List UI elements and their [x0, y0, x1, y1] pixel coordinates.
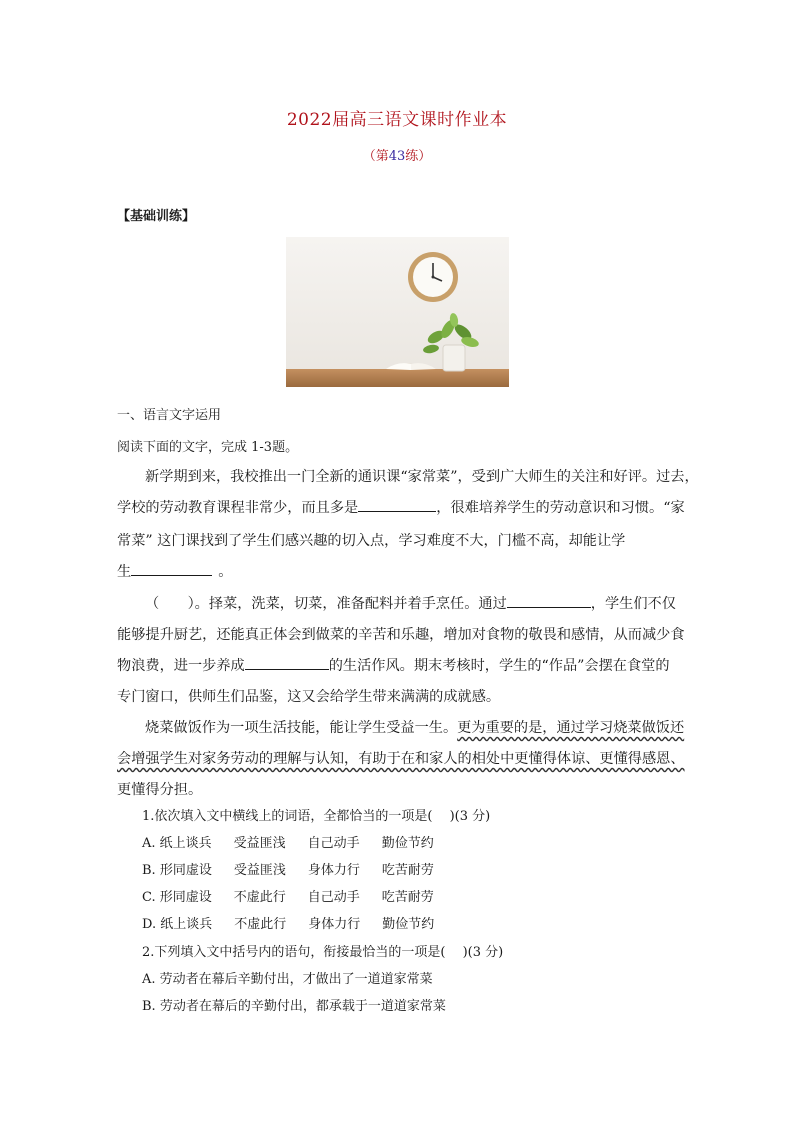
fill-blank-4 — [245, 657, 329, 670]
option-text: B. 形同虚设 — [142, 863, 212, 878]
option-text: 自己动手 — [307, 836, 360, 851]
subtitle-open: （第 — [362, 149, 389, 164]
option-text: A. 纸上谈兵 — [142, 836, 212, 851]
passage-text: 。 — [218, 564, 233, 580]
passage-line — [117, 655, 670, 675]
option-text: B. 劳动者在幕后的辛勤付出，都承载于一道道家常菜 — [142, 999, 446, 1014]
option-text: 身体力行 — [307, 863, 360, 878]
fill-blank-3 — [507, 595, 591, 608]
document-title: 2022届高三语文课时作业本 — [286, 110, 508, 130]
exercise-number — [0, 145, 794, 164]
option-text: 勤俭节约 — [382, 917, 435, 932]
option-text: 勤俭节约 — [381, 836, 434, 851]
passage-line: 常菜” 这门课找到了学生们感兴趣的切入点，学习难度不大，门槛不高，却能让学 — [117, 533, 626, 549]
option-text: 受益匪浅 — [233, 836, 286, 851]
passage-text: 学校的劳动教育课程非常少，而且多是 — [117, 500, 359, 516]
clock-plant-photo — [286, 237, 509, 387]
option-text: C. 形同虚设 — [142, 890, 212, 905]
question-1-stem: 1.依次填入文中横线上的词语，全都恰当的一项是( )(3 分) — [142, 809, 491, 824]
passage-line: 会增强学生对家务劳动的理解与认知，有助于在和家人的相处中更懂得体谅、更懂得感恩、 — [117, 751, 685, 767]
clock-icon — [408, 252, 458, 302]
instruction: 阅读下面的文字，完成 1-3题。 — [117, 440, 299, 455]
part-heading: 一、语言文字运用 — [117, 408, 222, 423]
passage-line: 专门窗口，供师生们品鉴，这又会给学生带来满满的成就感。 — [117, 689, 501, 705]
option-text: 受益匪浅 — [233, 863, 286, 878]
passage-line: 能够提升厨艺，还能真正体会到做菜的辛苦和乐趣，增加对食物的敬畏和感情，从而减少食 — [117, 627, 685, 643]
exercise-num: 43 — [388, 149, 406, 164]
section-heading: 【基础训练】 — [117, 209, 196, 224]
passage-text: （ ）。择菜，洗菜，切菜，准备配料并着手烹任。通过 — [145, 596, 507, 612]
fill-blank-2 — [131, 563, 212, 576]
passage-line — [145, 593, 676, 613]
passage-text: ，学生们不仅 — [590, 596, 676, 612]
option-text: A. 劳动者在幕后辛勤付出，才做出了一道道家常菜 — [142, 972, 433, 987]
question-2-stem: 2.下列填入文中括号内的语句，衔接最恰当的一项是( )(3 分) — [142, 945, 504, 960]
option-text: 不虚此行 — [233, 890, 286, 905]
passage-line — [117, 561, 232, 581]
passage-text: 物浪费，进一步养成 — [117, 658, 245, 674]
fill-blank-1 — [358, 499, 436, 512]
option-text: 身体力行 — [308, 917, 361, 932]
question-1-option-b[interactable] — [142, 859, 434, 878]
option-text: 自己动手 — [307, 890, 360, 905]
passage-text: 的生活作风。期末考核时，学生的“作品”会摆在食堂的 — [328, 658, 670, 674]
wavy-underlined-text: 更为重要的是，通过学习烧菜做饭还 — [457, 720, 685, 736]
question-1-option-c[interactable] — [142, 886, 434, 905]
passage-text: 烧菜做饭作为一项生活技能，能让学生受益一生。 — [145, 720, 458, 736]
passage-text: ，很难培养学生的劳动意识和习惯。“家 — [436, 500, 685, 516]
question-1-option-d[interactable] — [142, 913, 434, 932]
subtitle-close: 练） — [405, 149, 432, 164]
question-2-option-b[interactable] — [142, 995, 446, 1014]
passage-text: 生 — [117, 564, 132, 580]
question-1-option-a[interactable] — [142, 832, 434, 851]
option-text: D. 纸上谈兵 — [142, 917, 213, 932]
option-text: 吃苦耐劳 — [381, 890, 434, 905]
option-text: 不虚此行 — [234, 917, 287, 932]
passage-line: 新学期到来，我校推出一门全新的通识课“家常菜”，受到广大师生的关注和好评。过去， — [145, 469, 699, 485]
passage-line — [145, 717, 684, 737]
passage-line: 更懂得分担。 — [117, 782, 203, 798]
passage-line — [117, 497, 685, 517]
option-text: 吃苦耐劳 — [381, 863, 434, 878]
question-2-option-a[interactable] — [142, 968, 433, 987]
